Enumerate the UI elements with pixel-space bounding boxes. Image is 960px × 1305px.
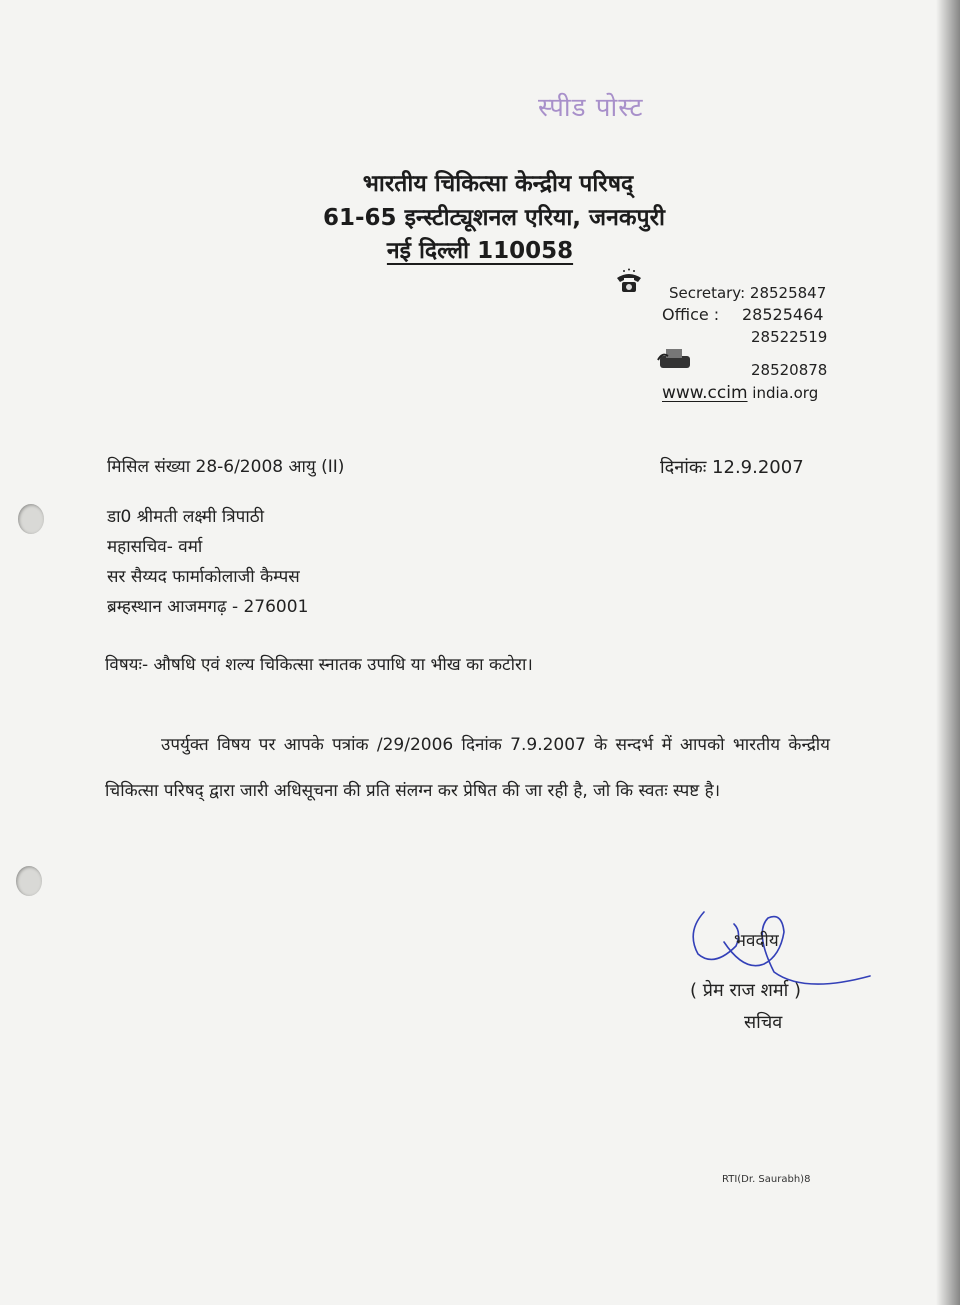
addressee-line-4: ब्रम्हस्थान आजमगढ़ - 276001 — [107, 597, 309, 617]
body-paragraph: उपर्युक्त विषय पर आपके पत्रांक /29/2006 दिनांक 7.9.2007 के सन्दर्भ में आपको भारतीय केन्द्रीय चिकित्सा परिषद् द्वारा जारी अधिसूचना की प्रति संलग्न कर प्रेषित की जा रही है, जो कि स्वतः स्पष्ट है। — [105, 735, 830, 801]
org-address: 61-65 इन्स्टीट्यूशनल एरिया, जनकपुरी — [323, 205, 665, 231]
telephone-icon — [614, 268, 644, 294]
punch-hole-bottom — [16, 866, 42, 896]
closing-salutation: भवदीय — [734, 931, 779, 951]
fax-icon — [656, 346, 694, 372]
org-city: नई दिल्ली 110058 — [386, 238, 574, 264]
office-phone-1: 28525464 — [742, 305, 824, 324]
addressee-line-2: महासचिव- वर्मा — [107, 537, 203, 557]
org-name: भारतीय चिकित्सा केन्द्रीय परिषद् — [362, 171, 634, 197]
punch-hole-top — [18, 504, 44, 534]
subject-line: विषयः- औषधि एवं शल्य चिकित्सा स्नातक उपाधि या भीख का कटोरा। — [105, 655, 533, 675]
addressee-line-3: सर सैय्यद फार्माकोलाजी कैम्पस — [107, 567, 300, 587]
signatory-name: ( प्रेम राज शर्मा ) — [690, 980, 801, 1001]
letter-date: दिनांकः 12.9.2007 — [660, 457, 804, 478]
speed-post-stamp: स्पीड पोस्ट — [538, 93, 644, 123]
website: www.ccim india.org — [662, 383, 819, 403]
file-number: मिसिल संख्या 28-6/2008 आयु (II) — [107, 457, 345, 477]
fax-number: 28520878 — [751, 361, 828, 379]
secretary-phone: Secretary: 28525847 — [669, 284, 827, 302]
office-label: Office : — [662, 305, 720, 324]
office-phone-2: 28522519 — [751, 328, 828, 346]
footer-reference: RTI(Dr. Saurabh)8 — [722, 1174, 811, 1185]
addressee-line-1: डा0 श्रीमती लक्ष्मी त्रिपाठी — [107, 507, 265, 527]
signatory-designation: सचिव — [744, 1012, 783, 1033]
